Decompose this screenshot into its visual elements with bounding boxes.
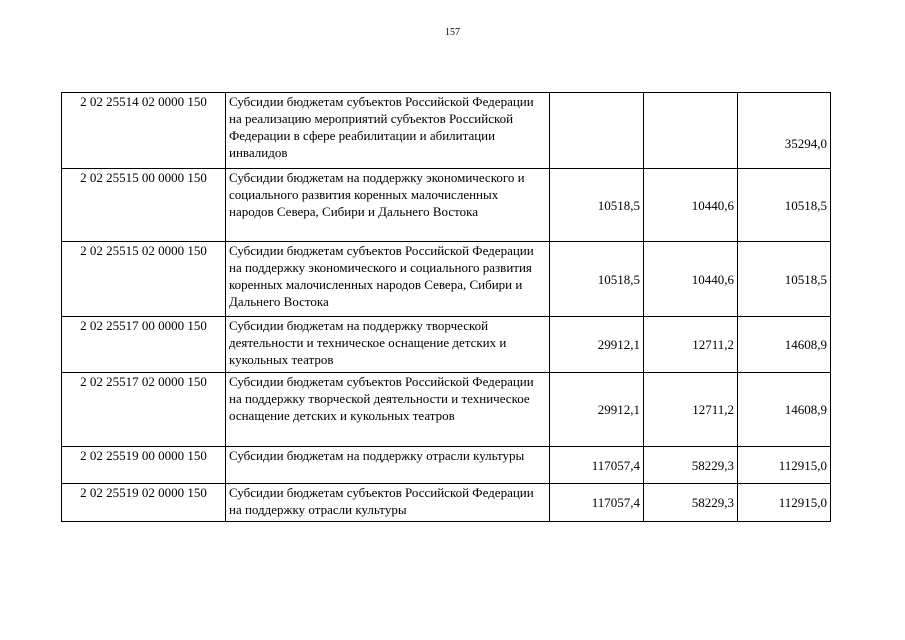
classification-code: 2 02 25517 02 0000 150 <box>62 373 226 447</box>
amount-cell: 112915,0 <box>738 447 831 484</box>
item-description: Субсидии бюджетам субъектов Российской Федерации на поддержку отрасли культуры <box>226 484 550 522</box>
classification-code: 2 02 25519 02 0000 150 <box>62 484 226 522</box>
item-description: Субсидии бюджетам на поддержку творческой деятельности и техническое оснащение детских и кукольных театров <box>226 317 550 373</box>
table-row <box>62 169 831 242</box>
item-description: Субсидии бюджетам на поддержку экономического и социального развития коренных малочисленных народов Севера, Сибири и Дальнего Востока <box>226 169 550 242</box>
amount-cell: 10440,6 <box>644 242 738 317</box>
page-number: 157 <box>445 27 460 38</box>
amount-cell: 117057,4 <box>550 447 644 484</box>
table-row <box>62 373 831 447</box>
item-description: Субсидии бюджетам субъектов Российской Федерации на реализацию мероприятий субъектов Российской Федерации в сфере реабилитации и абилитации инвалидов <box>226 93 550 169</box>
amount-cell: 14608,9 <box>738 317 831 373</box>
amount-cell: 10518,5 <box>550 242 644 317</box>
amount-cell: 10518,5 <box>550 169 644 242</box>
amount-cell: 117057,4 <box>550 484 644 522</box>
amount-cell <box>644 93 738 169</box>
table-row <box>62 447 831 484</box>
budget-table <box>61 92 831 522</box>
amount-cell: 29912,1 <box>550 373 644 447</box>
item-description: Субсидии бюджетам субъектов Российской Федерации на поддержку творческой деятельности и техническое оснащение детских и кукольных театров <box>226 373 550 447</box>
table-row <box>62 242 831 317</box>
amount-cell: 58229,3 <box>644 447 738 484</box>
classification-code: 2 02 25519 00 0000 150 <box>62 447 226 484</box>
table-row <box>62 484 831 522</box>
classification-code: 2 02 25514 02 0000 150 <box>62 93 226 169</box>
amount-cell: 10518,5 <box>738 242 831 317</box>
amount-cell: 10440,6 <box>644 169 738 242</box>
amount-cell: 35294,0 <box>738 93 831 169</box>
table-row <box>62 317 831 373</box>
classification-code: 2 02 25515 02 0000 150 <box>62 242 226 317</box>
item-description: Субсидии бюджетам на поддержку отрасли культуры <box>226 447 550 484</box>
amount-cell: 12711,2 <box>644 317 738 373</box>
table-row <box>62 93 831 169</box>
amount-cell: 14608,9 <box>738 373 831 447</box>
amount-cell: 12711,2 <box>644 373 738 447</box>
amount-cell: 10518,5 <box>738 169 831 242</box>
amount-cell <box>550 93 644 169</box>
amount-cell: 58229,3 <box>644 484 738 522</box>
item-description: Субсидии бюджетам субъектов Российской Федерации на поддержку экономического и социального развития коренных малочисленных народов Севера, Сибири и Дальнего Востока <box>226 242 550 317</box>
amount-cell: 29912,1 <box>550 317 644 373</box>
classification-code: 2 02 25517 00 0000 150 <box>62 317 226 373</box>
amount-cell: 112915,0 <box>738 484 831 522</box>
classification-code: 2 02 25515 00 0000 150 <box>62 169 226 242</box>
